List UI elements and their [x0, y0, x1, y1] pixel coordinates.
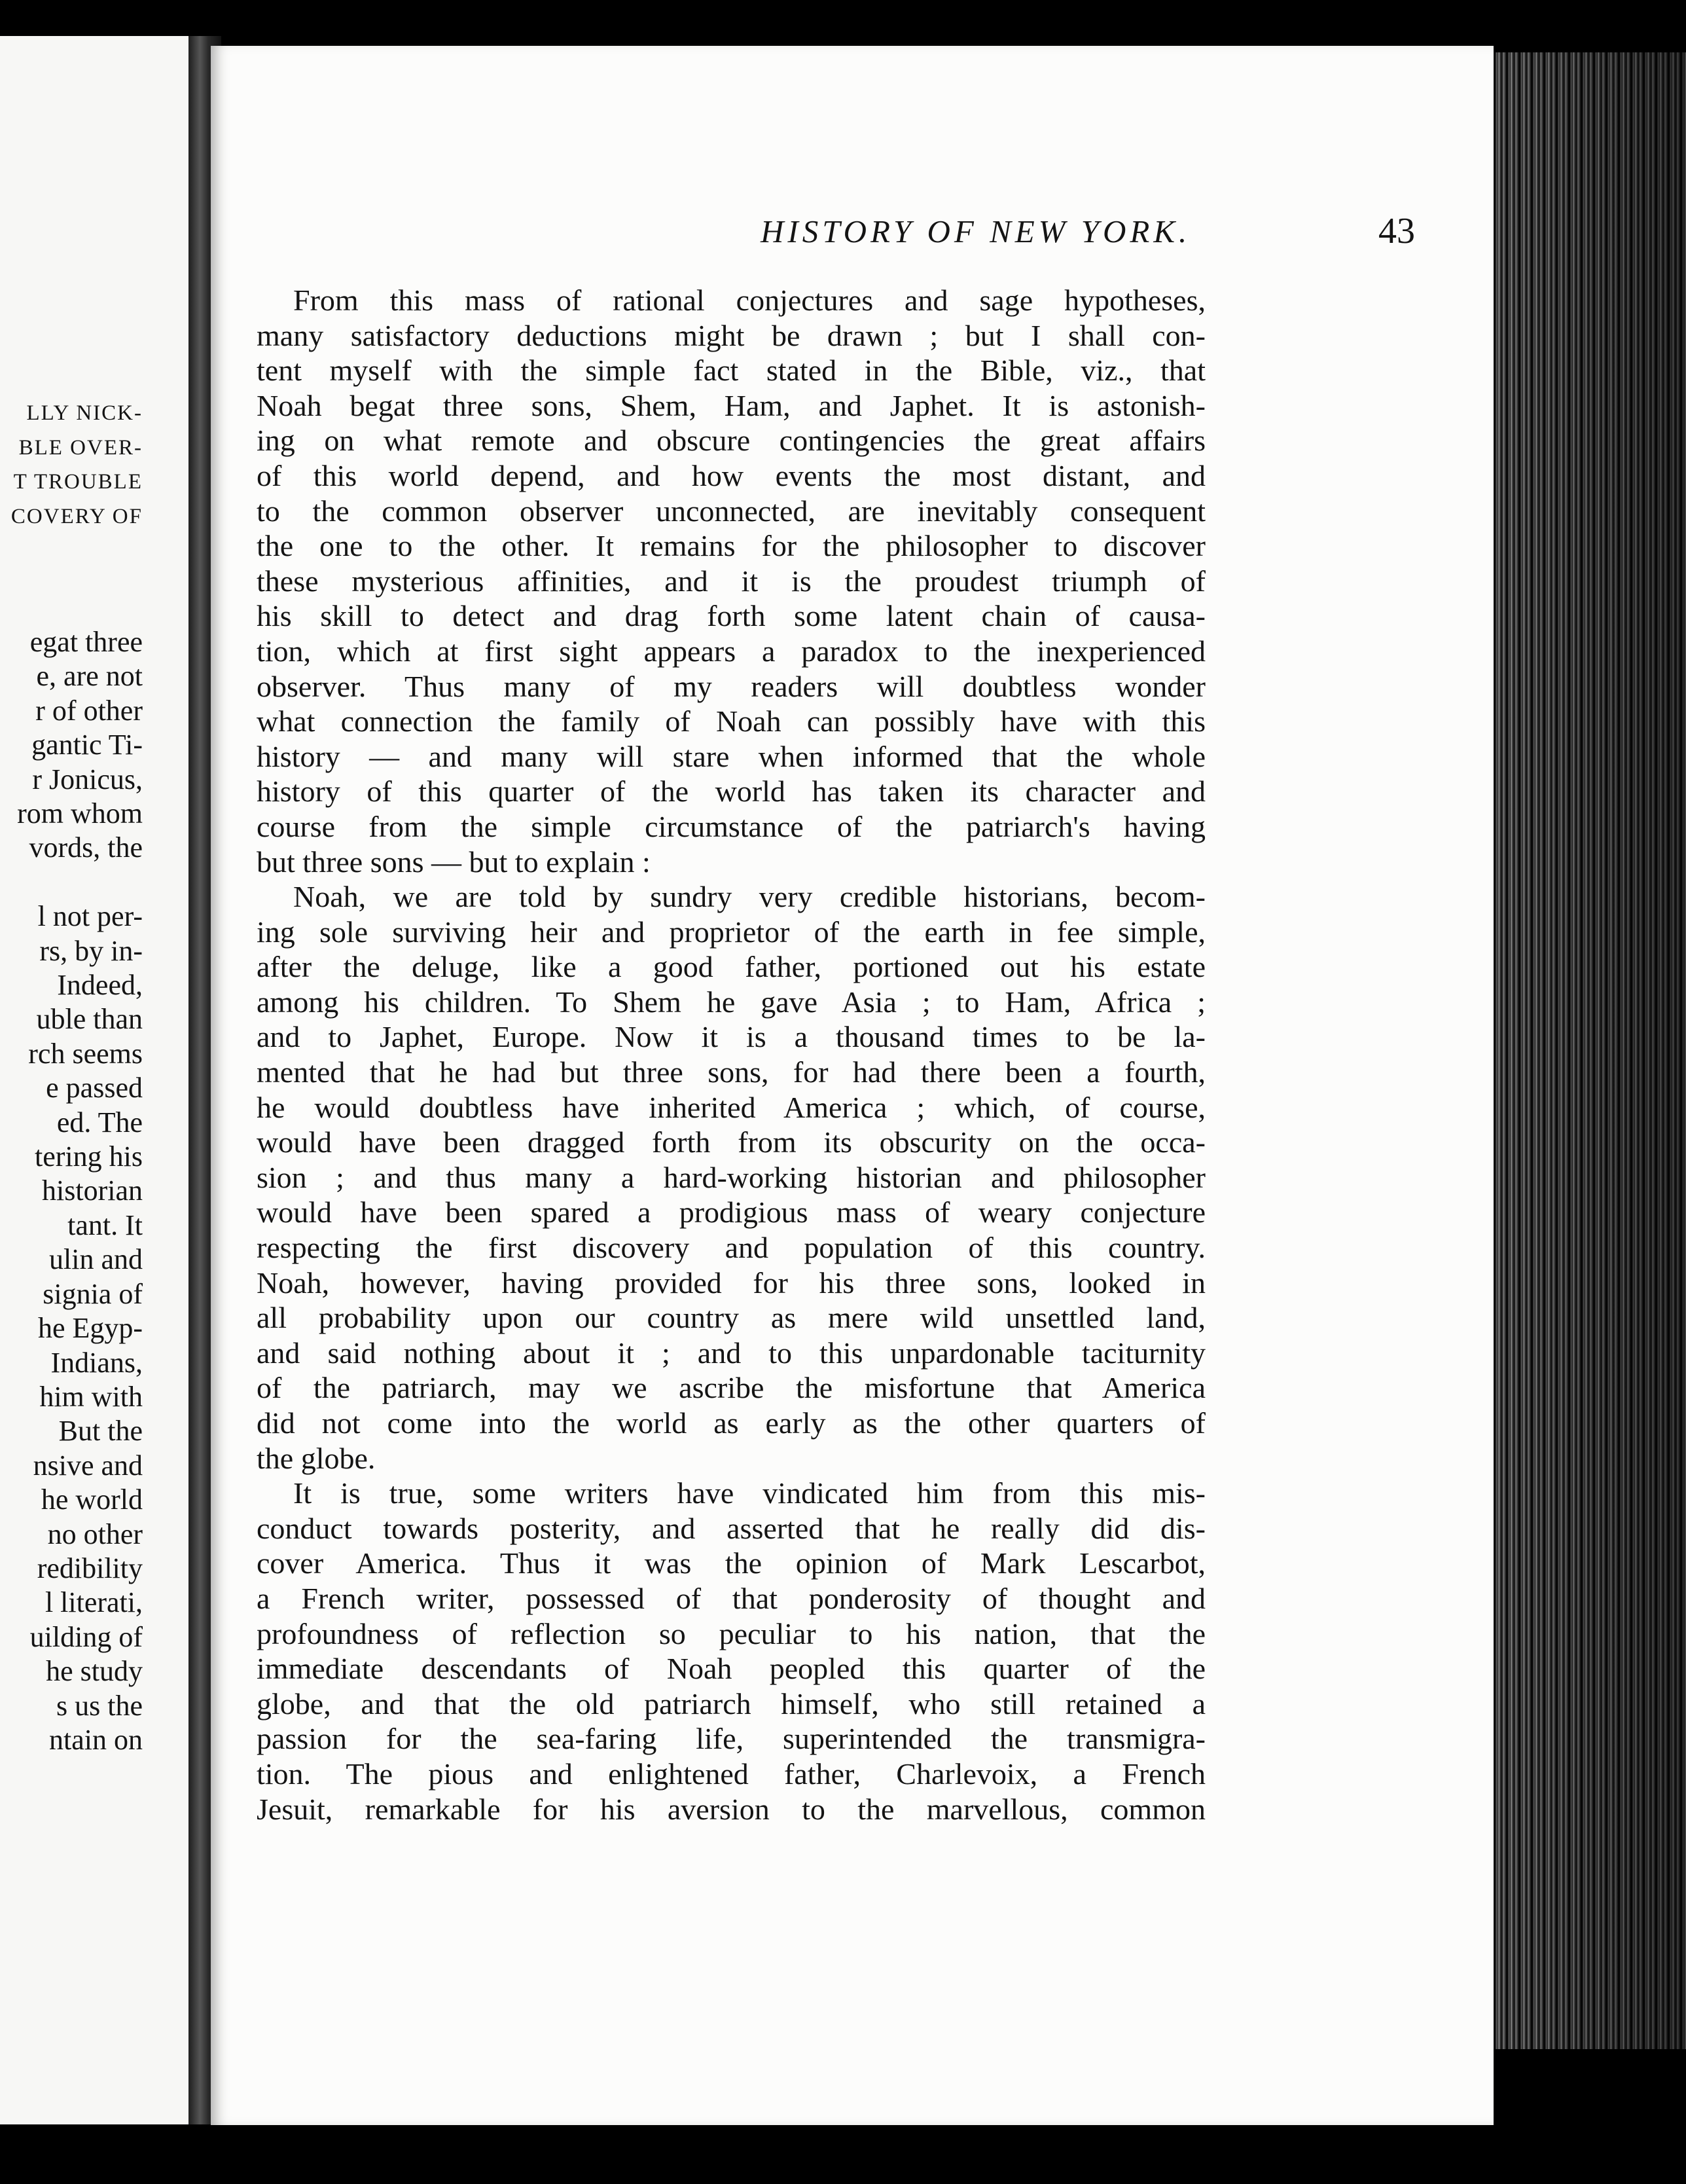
text-line: what connection the family of Noah can possibly have with this: [257, 704, 1206, 738]
facing-line: signia of: [43, 1277, 143, 1310]
facing-line: s us the: [56, 1689, 143, 1722]
text-line: Noah begat three sons, Shem, Ham, and Japhet. It is astonish-: [257, 388, 1206, 422]
facing-line: tering his: [35, 1140, 143, 1173]
text-line: his skill to detect and drag forth some latent chain of causa-: [257, 599, 1206, 633]
text-line: and to Japhet, Europe. Now it is a thousand times to be la-: [257, 1020, 1206, 1054]
facing-line: he world: [41, 1483, 143, 1516]
text-line: to the common observer unconnected, are inevitably consequent: [257, 494, 1206, 528]
facing-line: [0, 865, 188, 900]
text-line: all probability upon our country as mere wild unsettled land,: [257, 1301, 1206, 1335]
page-number: 43: [1378, 211, 1415, 251]
facing-line: e passed: [46, 1072, 143, 1104]
facing-line: uble than: [36, 1003, 143, 1036]
text-line: and said nothing about it ; and to this unpardonable taciturnity: [257, 1336, 1206, 1370]
text-line: observer. Thus many of my readers will doubtless wonder: [257, 669, 1206, 703]
facing-line: redibility: [37, 1552, 143, 1584]
running-head: [538, 213, 1415, 259]
text-line: globe, and that the old patriarch himself, who still retained a: [257, 1686, 1206, 1720]
facing-line: no other: [47, 1518, 143, 1550]
facing-line: him with: [39, 1380, 143, 1413]
facing-line: But the: [58, 1415, 143, 1447]
text-line: ing sole surviving heir and proprietor of the earth in fee simple,: [257, 915, 1206, 949]
body-text: [257, 283, 1206, 1827]
text-line: course from the simple circumstance of the patriarch's having: [257, 809, 1206, 843]
text-line: tion, which at first sight appears a paradox to the inexperienced: [257, 634, 1206, 668]
text-line: he would doubtless have inherited America ; which, of course,: [257, 1090, 1206, 1124]
facing-line: nsive and: [33, 1449, 143, 1482]
facing-line: tant. It: [67, 1209, 143, 1241]
heading-fragment: LLY NICK-: [26, 401, 143, 425]
facing-line: historian: [42, 1174, 143, 1207]
facing-line: ed. The: [56, 1106, 143, 1138]
text-line: tent myself with the simple fact stated in the Bible, viz., that: [257, 354, 1206, 388]
facing-line: rs, by in-: [39, 934, 143, 967]
text-line: sion ; and thus many a hard-working historian and philosopher: [257, 1160, 1206, 1194]
text-line: history — and many will stare when informed that the whole: [257, 739, 1206, 773]
text-line: would have been spared a prodigious mass of weary conjecture: [257, 1195, 1206, 1229]
text-line: cover America. Thus it was the opinion of Mark Lescarbot,: [257, 1546, 1206, 1580]
text-line: Noah, we are told by sundry very credible historians, becom-: [293, 880, 1206, 914]
facing-line: rch seems: [28, 1037, 143, 1070]
text-line: respecting the first discovery and population of this country.: [257, 1231, 1206, 1265]
facing-line: uilding of: [29, 1620, 143, 1653]
book-page: [211, 46, 1494, 2125]
facing-line: rom whom: [17, 797, 143, 830]
facing-line: r Jonicus,: [32, 763, 143, 795]
heading-fragment: T TROUBLE: [13, 470, 143, 494]
text-line: the one to the other. It remains for the philosopher to discover: [257, 529, 1206, 563]
text-line: profoundness of reflection so peculiar to his nation, that the: [257, 1616, 1206, 1650]
text-line: mented that he had but three sons, for had there been a fourth,: [257, 1055, 1206, 1089]
text-line: but three sons — but to explain :: [257, 845, 651, 879]
facing-page-text: [0, 625, 188, 1757]
text-line: the globe.: [257, 1441, 376, 1475]
text-line: From this mass of rational conjectures and sage hypotheses,: [293, 283, 1206, 317]
text-line: tion. The pious and enlightened father, Charlevoix, a French: [257, 1756, 1206, 1791]
text-line: passion for the sea-faring life, superintended the transmigra-: [257, 1722, 1206, 1756]
text-line: a French writer, possessed of that ponderosity of thought and: [257, 1581, 1206, 1615]
text-line: would have been dragged forth from its obscurity on the occa-: [257, 1125, 1206, 1159]
running-title: HISTORY OF NEW YORK.: [761, 213, 1191, 249]
facing-line: ntain on: [49, 1723, 143, 1756]
facing-page-chapter-heading: [0, 396, 188, 534]
heading-fragment: BLE OVER-: [18, 435, 143, 460]
facing-line: r of other: [35, 694, 143, 727]
text-line: many satisfactory deductions might be drawn ; but I shall con-: [257, 318, 1206, 352]
text-line: among his children. To Shem he gave Asia ; to Ham, Africa ;: [257, 985, 1206, 1019]
text-line: conduct towards posterity, and asserted that he really did dis-: [257, 1511, 1206, 1545]
text-line: did not come into the world as early as the other quarters of: [257, 1406, 1206, 1440]
facing-line: ulin and: [49, 1243, 143, 1276]
facing-line: egat three: [29, 626, 143, 658]
facing-page-left: [0, 36, 188, 2124]
facing-line: e, are not: [36, 660, 143, 693]
text-line: after the deluge, like a good father, portioned out his estate: [257, 950, 1206, 984]
text-line: history of this quarter of the world has taken its character and: [257, 774, 1206, 809]
facing-line: vords, the: [29, 831, 143, 864]
text-line: immediate descendants of Noah peopled this quarter of the: [257, 1652, 1206, 1686]
text-line: Jesuit, remarkable for his aversion to the marvellous, common: [257, 1792, 1206, 1826]
text-line: of the patriarch, may we ascribe the misfortune that America: [257, 1371, 1206, 1405]
text-line: these mysterious affinities, and it is the proudest triumph of: [257, 564, 1206, 598]
heading-fragment: COVERY OF: [10, 504, 143, 528]
facing-line: gantic Ti-: [31, 729, 143, 761]
facing-line: l literati,: [45, 1586, 143, 1619]
facing-line: Indeed,: [57, 969, 143, 1002]
text-line: It is true, some writers have vindicated him from this mis-: [293, 1476, 1206, 1510]
facing-line: l not per-: [37, 900, 143, 933]
text-line: ing on what remote and obscure contingencies the great affairs: [257, 424, 1206, 458]
text-line: Noah, however, having provided for his three sons, looked in: [257, 1265, 1206, 1300]
facing-line: Indians,: [50, 1346, 143, 1379]
facing-line: he Egyp-: [37, 1312, 143, 1345]
book-edge-shadow: [1494, 52, 1686, 2049]
text-line: of this world depend, and how events the most distant, and: [257, 458, 1206, 492]
facing-line: he study: [46, 1655, 143, 1688]
